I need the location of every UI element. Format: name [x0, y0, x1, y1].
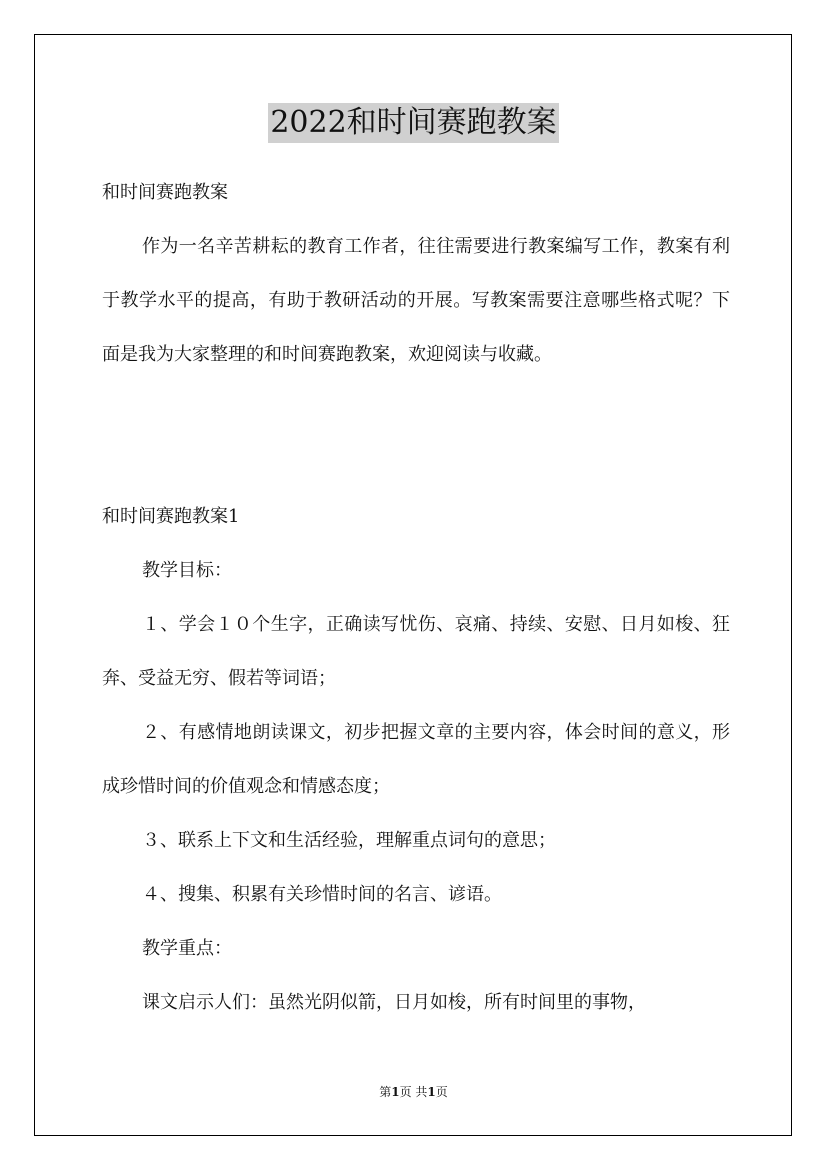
- document-title: 2022和时间赛跑教案: [268, 103, 558, 143]
- intro-paragraph: 作为一名辛苦耕耘的教育工作者，往往需要进行教案编写工作，教案有利于教学水平的提高，有助于教研活动的开展。写教案需要注意哪些格式呢？下面是我为大家整理的和时间赛跑教案，欢迎阅读与收藏。: [102, 236, 730, 365]
- goal-item-1: １、学会１０个生字，正确读写忧伤、哀痛、持续、安慰、日月如梭、狂奔、受益无穷、假若等词语；: [102, 614, 730, 689]
- footer-prefix: 第: [379, 1085, 392, 1099]
- page-footer: [0, 1084, 827, 1100]
- footer-suffix: 页: [435, 1085, 448, 1099]
- footer-mid: 页 共: [399, 1085, 428, 1099]
- section-heading: 和时间赛跑教案1: [102, 506, 240, 527]
- goals-label: 教学目标：: [142, 560, 232, 581]
- subtitle: 和时间赛跑教案: [102, 182, 228, 203]
- key-text: 课文启示人们：虽然光阴似箭，日月如梭，所有时间里的事物，: [142, 992, 646, 1013]
- goal-item-2: ２、有感情地朗读课文，初步把握文章的主要内容，体会时间的意义，形成珍惜时间的价值观念和情感态度；: [102, 722, 730, 797]
- title-container: [0, 103, 827, 143]
- footer-page-total: 1: [427, 1085, 436, 1099]
- goal-item-4: ４、搜集、积累有关珍惜时间的名言、谚语。: [142, 884, 502, 905]
- key-label: 教学重点：: [142, 938, 232, 959]
- goal-item-3: ３、联系上下文和生活经验，理解重点词句的意思；: [142, 830, 556, 851]
- footer-page-number: 1: [391, 1085, 400, 1099]
